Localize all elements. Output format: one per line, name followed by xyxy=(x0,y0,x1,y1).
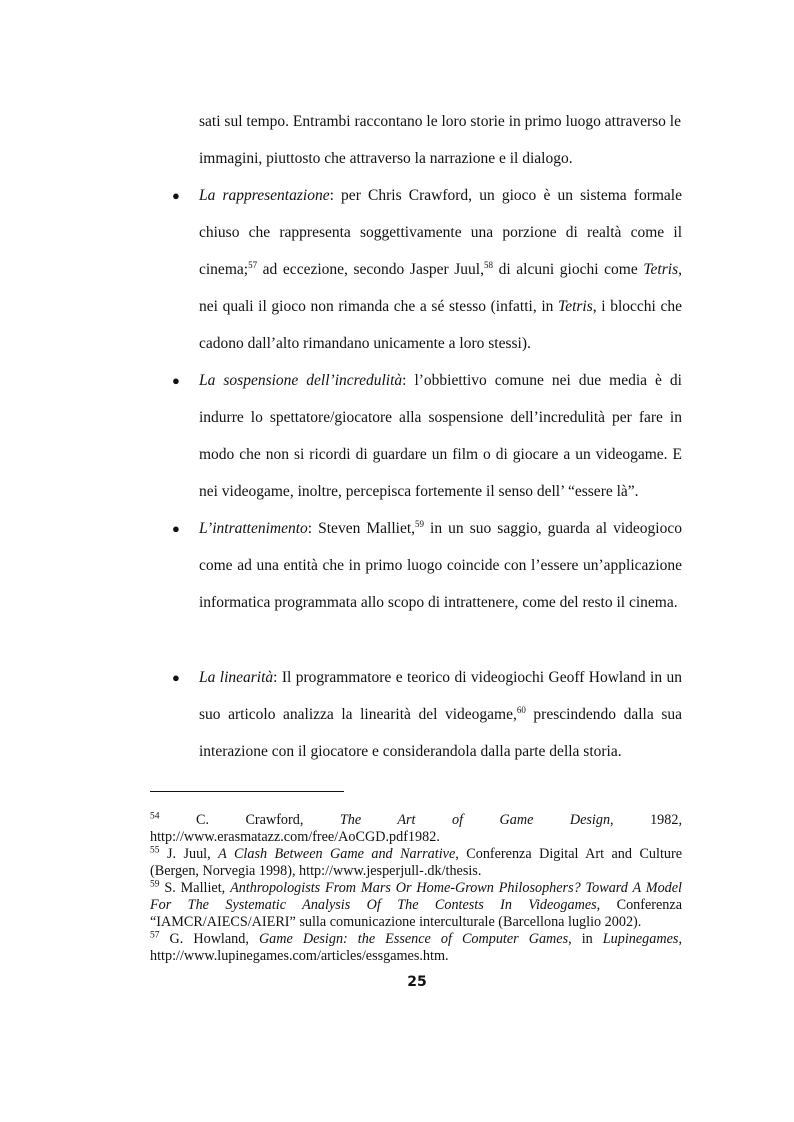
footnote-number: 54 xyxy=(150,811,160,822)
list-item-text: L’intrattenimento: Steven Malliet,$^{59}$ in un suo saggio, guarda al videogioco come ad una entità che in primo luogo coincide con l’essere un’applicazione informatica programmata allo scopo di intrattenere, come del resto il cinema. xyxy=(199,518,682,611)
list-item-text: La sospensione dell’incredulità: l’obbiettivo comune nei due media è di indurre lo spettatore/giocatore alla sospensione dell’incredulità per fare in modo che non si ricordi di guardare un film o di giocare a un videogame. E nei videogame, inoltre, percepisca fortemente il senso dell’ “essere là”. xyxy=(199,372,682,500)
list-item xyxy=(172,510,682,621)
footnote-ref[interactable]: 59 xyxy=(415,518,425,529)
list-item xyxy=(172,659,682,770)
bullet-icon: ● xyxy=(172,670,180,685)
footnote: $^{55}$ J. Juul, A Clash Between Game and Narrative, Conferenza Digital Art and Culture (Bergen, Norvegia 1998), http://www.jesperjull-.dk/thesis. xyxy=(150,845,682,879)
list-item-term: La sospensione dell’incredulità xyxy=(199,372,403,389)
footnote-number: 57 xyxy=(150,930,160,941)
footnotes xyxy=(150,812,682,965)
footnote-number: 55 xyxy=(150,845,160,856)
list-item-term: La rappresentazione xyxy=(199,187,330,204)
footnote: $^{59}$ S. Malliet, Anthropologists From Mars Or Home-Grown Philosophers? Toward A Model For The Systematic Analysis Of The Contests In Videogames, Conferenza “IAMCR/AIECS/AIERI” sulla comunicazione interculturale (Barcellona luglio 2002). xyxy=(150,879,683,930)
list-item xyxy=(172,177,682,362)
bullet-icon: ● xyxy=(172,373,180,388)
bullet-icon: ● xyxy=(172,188,180,203)
list-item xyxy=(172,362,682,510)
footnote-ref[interactable]: 58 xyxy=(484,259,493,270)
list-item-term: La linearità xyxy=(199,669,274,686)
page-number: 25 xyxy=(407,974,427,990)
list-item-text: La linearità: Il programmatore e teorico di videogiochi Geoff Howland in un suo articolo analizza la linearità del videogame,$^{60}$ prescindendo dalla sua interazione con il giocatore e considerandola dalla parte della storia. xyxy=(199,669,682,760)
footnote-ref[interactable]: 60 xyxy=(516,704,526,715)
list-item-text: La rappresentazione: per Chris Crawford, un gioco è un sistema formale chiuso che rappresenta soggettivamente una porzione di realtà come il cinema;$^{57}$ ad eccezione, secondo Jasper Juul,$^{58}$ di alcuni giochi come Tetris, nei quali il gioco non rimanda che a sé stesso (infatti, in Tetris, i blocchi che cadono dall’alto rimandano unicamente a loro stessi). xyxy=(199,187,682,352)
footnote-number: 59 xyxy=(150,879,160,890)
footnote: $^{54}$ C. Crawford, The Art of Game Design, 1982, http://www.erasmatazz.com/free/AoCGD.pdf1982. xyxy=(150,811,682,845)
footnote-separator xyxy=(150,791,344,792)
list-item-term: L’intrattenimento xyxy=(199,520,308,537)
footnote-ref[interactable]: 57 xyxy=(248,259,258,270)
footnote: $^{57}$ G. Howland, Game Design: the Essence of Computer Games, in Lupinegames, http://www.lupinegames.com/articles/essgames.htm. xyxy=(150,930,682,964)
bullet-icon: ● xyxy=(172,521,180,536)
continuation-paragraph xyxy=(199,103,681,177)
continuation-text: sati sul tempo. Entrambi raccontano le loro storie in primo luogo attraverso le immagini, piuttosto che attraverso la narrazione e il dialogo. xyxy=(199,113,681,167)
